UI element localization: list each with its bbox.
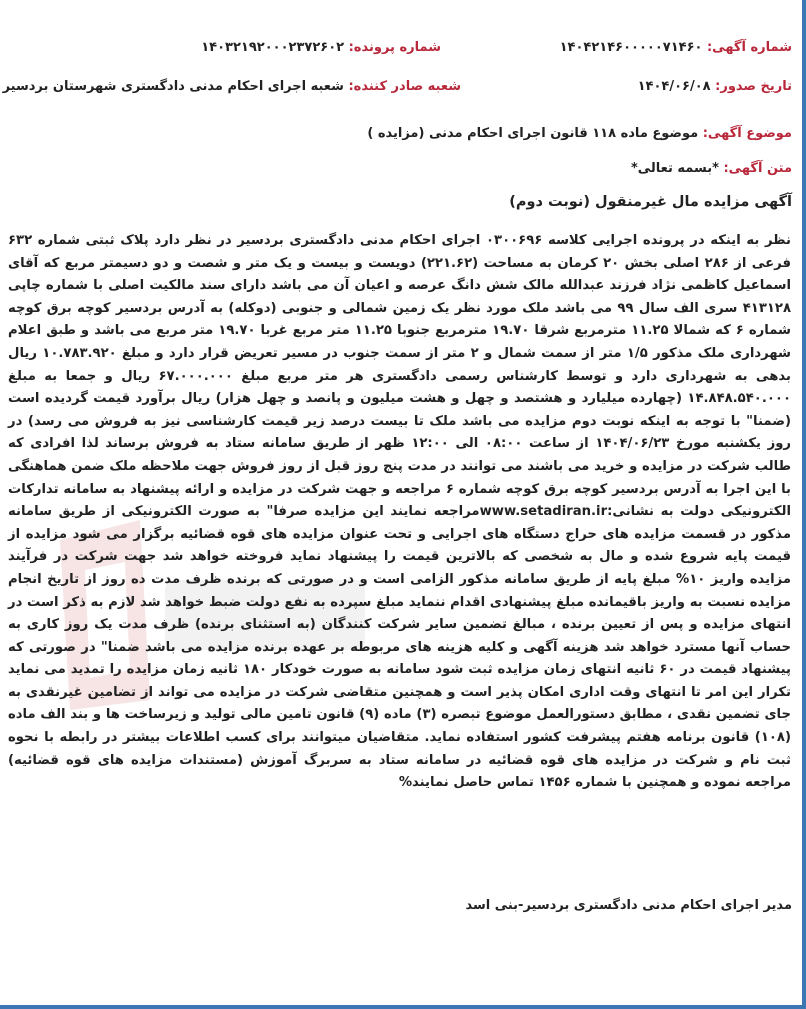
text-label: متن آگهی: — [723, 161, 792, 176]
file-number-label: شماره پرونده: — [348, 40, 441, 55]
issue-date — [638, 79, 792, 94]
issuer-label: شعبه صادر کننده: — [348, 79, 461, 94]
issue-date-label: تاریخ صدور: — [715, 79, 792, 94]
ad-number-label: شماره آگهی: — [706, 40, 792, 55]
notice-title: آگهی مزایده مال غیرمنقول (نوبت دوم) — [509, 194, 792, 210]
ad-number-value: ۱۴۰۴۲۱۴۶۰۰۰۰۰۷۱۴۶۰ — [559, 40, 703, 55]
website-link[interactable]: www.setadiran.ir — [479, 504, 608, 520]
subject — [367, 126, 792, 141]
subject-label: موضوع آگهی: — [702, 126, 792, 141]
file-number-value: ۱۴۰۳۲۱۹۲۰۰۰۲۳۷۲۶۰۲ — [201, 40, 345, 55]
ad-number — [560, 40, 792, 55]
notice-text-label-row — [631, 161, 792, 176]
issue-date-value: ۱۴۰۴/۰۶/۰۸ — [637, 79, 711, 94]
issuer-value: شعبه اجرای احکام مدنی دادگستری شهرستان بردسیر — [2, 79, 344, 94]
file-number — [201, 40, 441, 55]
notice-body-part1: نظر به اینکه در پرونده اجرایی کلاسه ۰۳۰۰۶۹۶ اجرای احکام مدنی دادگستری بردسیر در نظر دارد پلاک ثبتی شماره ۶۳۲ فرعی از ۲۸۶ اصلی بخش ۲۰ کرمان به مساحت (۲۲۱.۶۲) دویست و بیست و یک متر و شصت و دو دسیمتر مربع که آقای اسماعیل کاظمی نژاد فرزند عبدالله مالک شش دانگ عرصه و اعیان آن می باشد دارای سند مالکیت اصلی با شماره چاپی ۴۱۳۱۲۸ سری الف سال ۹۹ می باشد ملک مورد نظر یک زمین شمالی و جنوبی (دوکله) به آدرس بردسیر کوچه برق کوچه شماره ۶ که شمالا ۱۱.۲۵ مترمربع شرقا ۱۹.۷۰ مترمربع جنوبا ۱۱.۲۵ متر مربع غربا ۱۹.۷۰ متر مربع می باشد و طبق اعلام شهرداری ملک مذکور ۱/۵ متر از سمت شمال و ۲ متر از سمت جنوب در مسیر تعریض قرار دارد و مبلغ ۱۰.۷۸۳.۹۲۰ ریال بدهی به شهرداری دارد و توسط کارشناس رسمی دادگستری هر متر مربع مبلغ ۶۷.۰۰۰.۰۰۰ ریال و جمعا به مبلغ ۱۴.۸۴۸.۵۴۰.۰۰۰ (چهارده میلیارد و هشتصد و چهل و هشت میلیون و پانصد و چهل هزار) ریال برآورد قیمت گردیده است (ضمنا" با توجه به اینکه نوبت دوم مزایده می باشد ملک تا بیست درصد زیر قیمت کارشناسی نیز به فروش می رسد) در روز یکشنبه مورخ ۱۴۰۴/۰۶/۲۳ از ساعت ۰۸:۰۰ الی ۱۲:۰۰ ظهر از طریق سامانه ستاد به فروش برساند لذا افرادی که طالب شرکت در مزایده و خرید می باشند می توانند در مدت پنج روز قبل از روز فروش جهت ملاحظه ملک ضمن هماهنگی با این اجرا به آدرس بردسیر کوچه برق کوچه شماره ۶ مراجعه و جهت شرکت در مزایده و ارائه پیشنهاد به سامانه تدارکات الکترونیکی دولت به نشانی: — [8, 233, 792, 520]
issuer — [3, 79, 461, 94]
text-intro: *بسمه تعالی* — [630, 161, 719, 176]
notice-body-part2: مراجعه نمایند این مزایده صرفا" به صورت الکترونیکی از طریق سامانه مذکور در قسمت مزایده های حراج دستگاه های اجرایی و تحت عنوان مزایده های قوه قضائیه برگزار می شود مزایده از قیمت پایه شروع شده و مال به شخصی که بالاترین قیمت را پیشنهاد نماید فروخته خواهد شد جهت شرکت در فرآیند مزایده واریز ۱۰% مبلغ پایه از طریق سامانه مذکور الزامی است و در صورتی که برنده ظرف مدت ده روز از تاریخ انجام مزایده نسبت به واریز باقیمانده مبلغ پیشنهادی اقدام ننماید مبلغ سپرده به نفع دولت ضبط خواهد شد لازم به ذکر است در انتهای مزایده و پس از تعیین برنده ، مبالغ تضمین سایر شرکت کنندگان (به استثنای برنده) ظرف مدت یک روز کاری به حساب آنها مسترد خواهد شد هزینه آگهی و کلیه هزینه های مربوطه بر عهده برنده مزایده می باشد ضمنا" در صورتی که پیشنهاد قیمت در ۶۰ ثانیه انتهای زمان مزایده ثبت شود سامانه به صورت خودکار ۱۸۰ ثانیه زمان مزایده را تمدید می نماید تکرار این امر تا انتهای وقت اداری امکان پذیر است و همچنین متقاضی شرکت در مزایده می تواند از تضامین غیرنقدی به جای تضمین نقدی ، مطابق دستورالعمل موضوع تبصره (۳) ماده (۹) قانون تامین مالی تولید و زیرساخت ها و بند الف ماده (۱۰۸) قانون برنامه هفتم پیشرفت کشور استفاده نماید. متقاضیان میتوانند برای کسب اطلاعات بیشتر در رابطه با نحوه ثبت نام و شرکت در مزایده های قوه قضائیه در سامانه ستاد به سربرگ آموزش (مستندات مزایده های قوه قضائیه) مراجعه نموده و همچنین با شماره ۱۴۵۶ تماس حاصل نمایند% — [8, 504, 792, 791]
notice-body — [8, 230, 791, 795]
subject-value: موضوع ماده ۱۱۸ قانون اجرای احکام مدنی (مزایده ) — [367, 126, 699, 141]
signature: مدیر اجرای احکام مدنی دادگستری بردسیر-بنی اسد — [465, 898, 792, 913]
